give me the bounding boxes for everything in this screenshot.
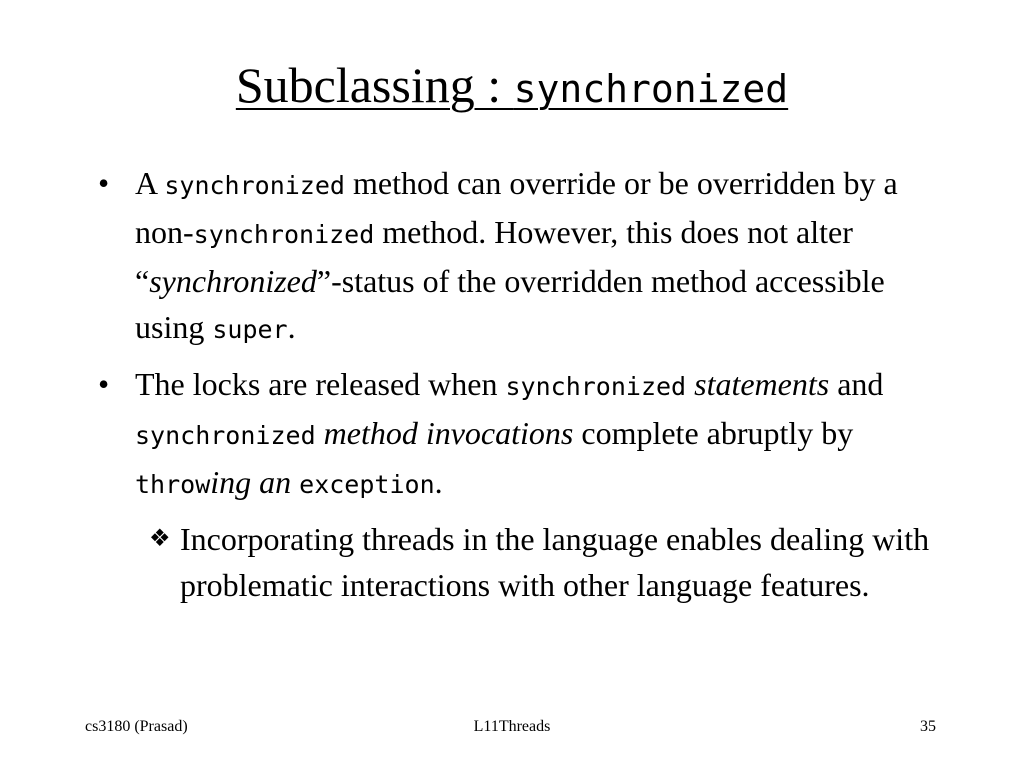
bullet-item-2	[0, 361, 1024, 508]
diamond-bullet-icon: ❖	[149, 526, 171, 552]
code-keyword: throw	[135, 470, 211, 499]
italic-term: method invocations	[323, 415, 574, 451]
bullet-text	[686, 366, 694, 402]
bullet-text	[291, 464, 299, 500]
slide-body	[0, 160, 1024, 608]
bullet-text: A	[135, 165, 165, 201]
title-text: Subclassing :	[235, 57, 514, 113]
code-keyword: super	[212, 315, 288, 344]
bullet-text: The locks are released when	[135, 366, 506, 402]
bullet-text: complete abruptly by	[573, 415, 854, 451]
slide-title	[0, 55, 1024, 119]
bullet-text: method. However, this does not alter “	[135, 214, 853, 299]
bullet-text: .	[434, 464, 443, 500]
bullet-text: .	[287, 309, 296, 345]
footer-page-number: 35	[920, 718, 936, 735]
italic-term: ing an	[210, 464, 292, 500]
bullet-text: ”-status of the overridden method accessible using	[135, 263, 885, 345]
bullet-item-1	[0, 160, 1024, 353]
code-keyword: synchronized	[135, 421, 316, 450]
footer-course: cs3180 (Prasad)	[85, 718, 188, 735]
footer-lecture: L11Threads	[473, 718, 551, 735]
bullet-marker: •	[98, 366, 110, 402]
sub-bullet-item	[0, 516, 1024, 608]
bullet-marker: •	[98, 165, 110, 201]
bullet-text: and	[829, 366, 884, 402]
title-code: synchronized	[513, 67, 789, 111]
italic-term: statements	[694, 366, 830, 402]
bullet-text	[316, 415, 324, 451]
italic-term: synchronized	[149, 263, 317, 299]
code-keyword: exception	[299, 470, 435, 499]
code-keyword: synchronized	[193, 220, 375, 249]
code-keyword: synchronized	[164, 171, 345, 200]
code-keyword: synchronized	[505, 372, 687, 401]
bullet-text: method can override or be overridden by a non-	[135, 165, 898, 250]
sub-bullet-text: Incorporating threads in the language enables dealing with problematic interactions with other language features.	[180, 521, 930, 603]
